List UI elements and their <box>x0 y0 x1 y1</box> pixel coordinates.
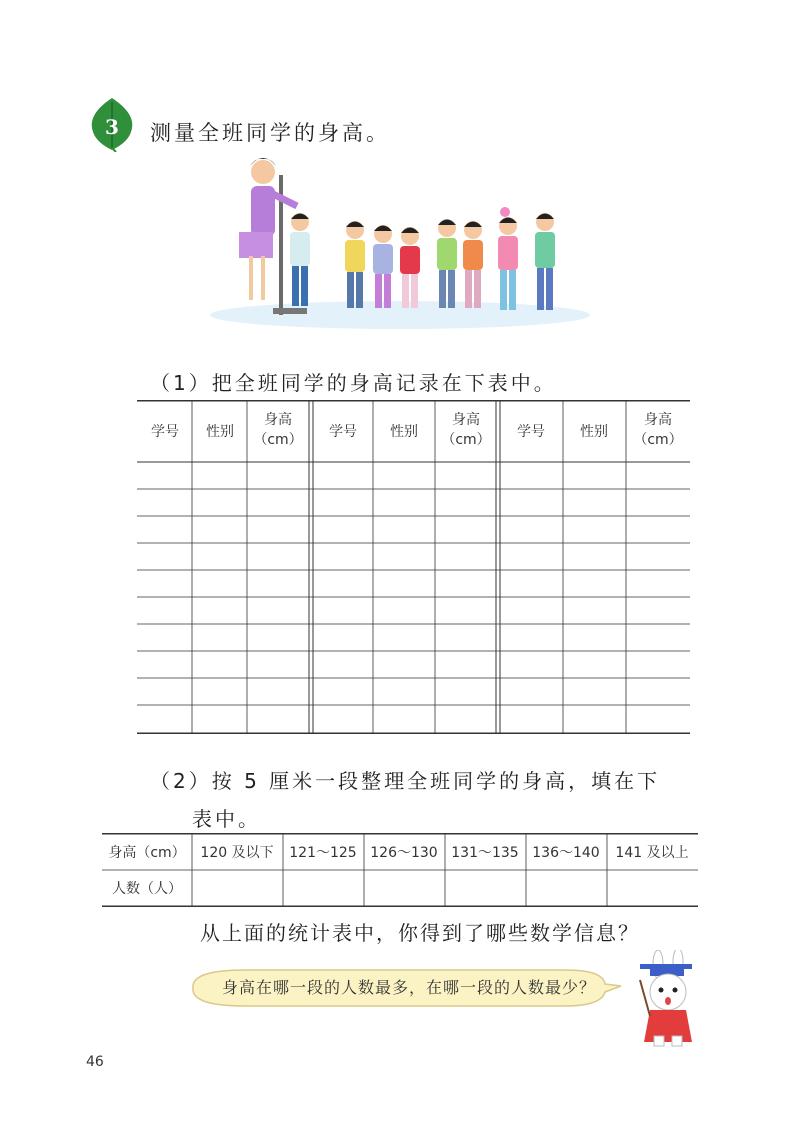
header-height-unit: （cm） <box>633 432 683 448</box>
height-range-table <box>102 833 698 907</box>
measuring-height-illustration <box>205 150 590 335</box>
header-height-unit: （cm） <box>253 432 303 448</box>
range-126-130: 126～130 <box>370 845 438 861</box>
header-gender: 性别 <box>390 424 418 440</box>
range-header-count: 人数（人） <box>112 881 182 897</box>
problem-number-leaf-icon <box>90 96 134 152</box>
page-number: 46 <box>86 1054 104 1070</box>
header-student-id: 学号 <box>151 424 179 440</box>
header-height: 身高 <box>452 412 480 428</box>
header-student-id: 学号 <box>329 424 357 440</box>
speech-bubble-text: 身高在哪一段的人数最多，在哪一段的人数最少？ <box>222 978 597 997</box>
header-gender: 性别 <box>580 424 608 440</box>
range-131-135: 131～135 <box>451 845 519 861</box>
height-record-table <box>137 400 690 734</box>
range-121-125: 121～125 <box>289 845 357 861</box>
part2-label-line1: （2）按 5 厘米一段整理全班同学的身高，填在下 <box>150 769 661 793</box>
part2-label-line2: 表中。 <box>192 807 261 831</box>
rabbit-mascot-icon <box>628 950 708 1050</box>
range-136-140: 136～140 <box>532 845 600 861</box>
problem-title: 测量全班同学的身高。 <box>150 121 390 145</box>
range-141-above: 141 及以上 <box>615 845 689 861</box>
part2-label <box>150 762 710 838</box>
range-120-below: 120 及以下 <box>200 845 274 861</box>
part1-label: （1）把全班同学的身高记录在下表中。 <box>150 371 557 395</box>
problem-number: 3 <box>105 115 119 139</box>
header-student-id: 学号 <box>517 424 545 440</box>
header-height: 身高 <box>264 412 292 428</box>
header-gender: 性别 <box>206 424 234 440</box>
header-height-unit: （cm） <box>441 432 491 448</box>
range-header-height: 身高（cm） <box>108 845 186 861</box>
question-text: 从上面的统计表中，你得到了哪些数学信息？ <box>200 921 640 945</box>
header-height: 身高 <box>644 412 672 428</box>
